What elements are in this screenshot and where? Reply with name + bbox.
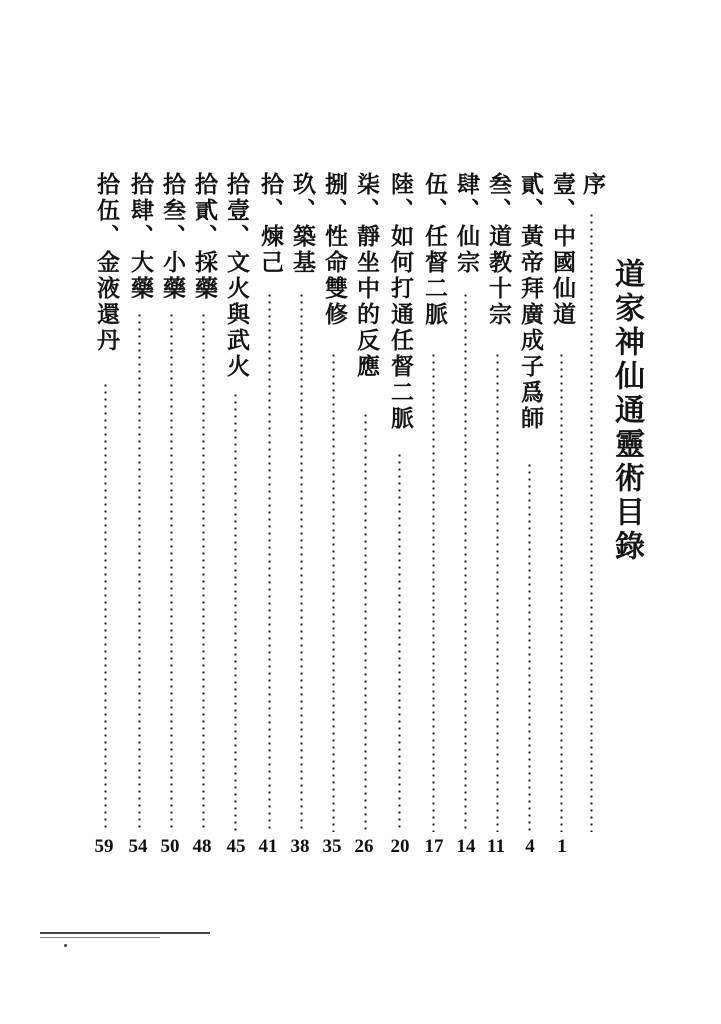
toc-page-number: 11 (487, 836, 505, 857)
bottom-rule (40, 932, 210, 934)
toc-entry-label: 捌、性命雙修 (321, 172, 348, 328)
dot-leader (170, 312, 173, 832)
toc-entry-preface[interactable] (578, 172, 606, 832)
toc-page-number: 17 (424, 836, 444, 857)
toc-entry-8[interactable] (320, 172, 348, 832)
dot-leader (364, 412, 367, 832)
dot-leader (332, 352, 335, 832)
dot-leader (398, 452, 401, 832)
toc-entry-label: 伍、任督二脈 (421, 172, 448, 328)
toc-page-number: 48 (192, 836, 212, 857)
bottom-rule-faint (40, 937, 160, 938)
dot-leader (104, 382, 107, 832)
toc-entry-13[interactable] (158, 172, 186, 832)
toc-entry-3[interactable] (484, 172, 512, 832)
dot-leader (590, 212, 593, 832)
toc-entry-label: 叁、道教十宗 (485, 172, 512, 328)
toc-entry-7[interactable] (352, 172, 380, 832)
toc-page-number: 59 (94, 836, 114, 857)
dot-leader (268, 292, 271, 832)
toc-page-number: 1 (557, 836, 567, 857)
dot-leader (234, 392, 237, 832)
toc-entry-label: 拾貳、採藥 (191, 172, 218, 302)
toc-page-number: 4 (525, 836, 535, 857)
toc-entry-label: 陸、如何打通任督二脈 (387, 172, 414, 432)
dot-leader (432, 352, 435, 832)
dot-leader (496, 352, 499, 832)
toc-page-number: 41 (258, 836, 278, 857)
toc-page-number: 35 (322, 836, 342, 857)
toc-entry-label: 壹、中國仙道 (549, 172, 576, 328)
dot-leader (202, 312, 205, 832)
toc-title: 道家神仙通靈術目錄 (609, 258, 644, 564)
toc-entry-6[interactable] (386, 172, 414, 832)
toc-entry-5[interactable] (420, 172, 448, 832)
dot-leader (528, 462, 531, 832)
toc-entry-label: 肆、仙宗 (453, 172, 480, 276)
toc-entry-label: 拾壹、文火與武火 (223, 172, 250, 380)
toc-page-number: 50 (160, 836, 180, 857)
toc-entry-11[interactable] (222, 172, 250, 832)
dot-leader (300, 292, 303, 832)
toc-entry-2[interactable] (516, 172, 544, 832)
toc-entry-4[interactable] (452, 172, 480, 832)
toc-page-number: 45 (226, 836, 246, 857)
dot-leader (138, 312, 141, 832)
toc-entry-14[interactable] (126, 172, 154, 832)
toc-entry-label: 貳、黃帝拜廣成子爲師 (517, 172, 544, 432)
toc-entry-label: 玖、築基 (289, 172, 316, 276)
toc-entry-9[interactable] (288, 172, 316, 832)
toc-entry-label: 拾伍、金液還丹 (93, 172, 120, 354)
toc-page-number: 20 (390, 836, 410, 857)
toc-entry-label: 拾、煉己 (257, 172, 284, 276)
toc-page-number: 54 (128, 836, 148, 857)
toc-entry-label: 柒、靜坐中的反應 (353, 172, 380, 380)
toc-page-number: 26 (354, 836, 374, 857)
toc-entry-10[interactable] (256, 172, 284, 832)
scan-speck (64, 944, 67, 947)
toc-page-number: 14 (456, 836, 476, 857)
toc-page-number: 38 (290, 836, 310, 857)
dot-leader (464, 292, 467, 832)
toc-entry-label: 序 (579, 172, 606, 198)
toc-entry-15[interactable] (92, 172, 120, 832)
toc-entry-1[interactable] (548, 172, 576, 832)
toc-entry-label: 拾叁、小藥 (159, 172, 186, 302)
toc-entry-label: 拾肆、大藥 (127, 172, 154, 302)
dot-leader (560, 352, 563, 832)
toc-entry-12[interactable] (190, 172, 218, 832)
